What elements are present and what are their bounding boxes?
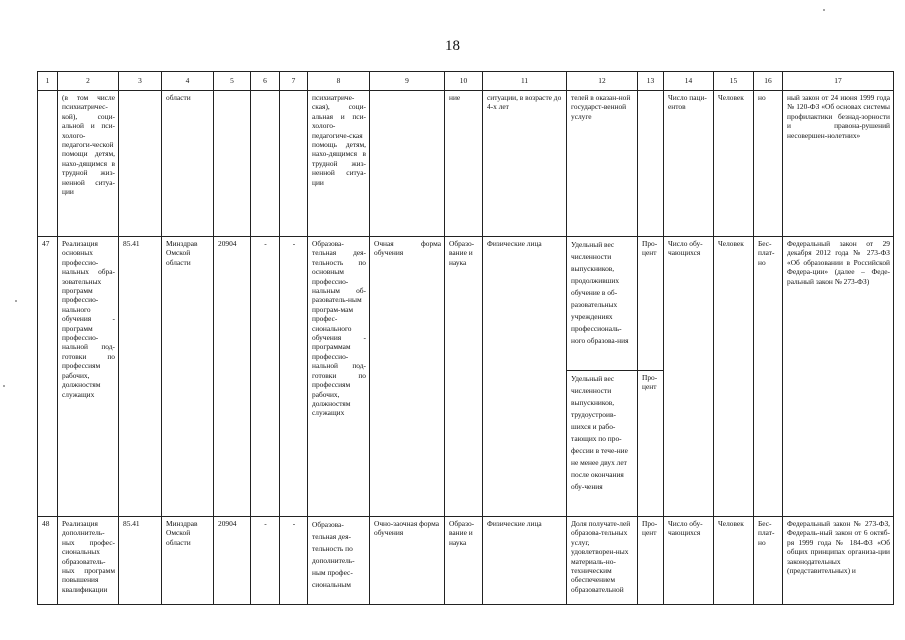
row48-content: Образова-тельная дея-тельность по дополнитель-ным профес-сиональным bbox=[308, 517, 370, 605]
row47-quality-unit-2: Про-цент bbox=[638, 371, 664, 517]
services-registry-table bbox=[37, 71, 894, 605]
cont-cell-3 bbox=[119, 91, 162, 237]
scan-speck bbox=[823, 9, 825, 11]
cont-recipients: ситуации, в возрасте до 4-х лет bbox=[483, 91, 567, 237]
cont-quality-indicator: телей в оказан-ной государст-венной услуге bbox=[567, 91, 638, 237]
table-row-47 bbox=[38, 237, 894, 371]
col-num-12: 12 bbox=[567, 72, 638, 91]
row48-col6: - bbox=[251, 517, 280, 605]
row47-okved: 85.41 bbox=[119, 237, 162, 517]
row48-legal-basis: Федеральный закон № 273-ФЗ, Федераль-ный закон от 6 октяб-ря 1999 года № 184-ФЗ «Об общих принципах организа-ции законодательных (представительных) и bbox=[783, 517, 894, 605]
scan-speck bbox=[3, 385, 5, 387]
row47-content: Образова-тельная дея-тельность по основным профессио-нальным об-разователь-ным програм-мам профес-сионального обучения - программам профессио-нальной под-готовки по профессиям рабочих, должностям служащих bbox=[308, 237, 370, 517]
col-num-11: 11 bbox=[483, 72, 567, 91]
cont-service-name: (в том числе психиатричес-кой), соци-альной и пси-холого-педагоги-ческой помощи детям, нахо-дящимся в трудной жиз-ненной ситуа-ции bbox=[58, 91, 119, 237]
row47-quality-indicator-2: Удельный вес численности выпускников, трудоустроив-шихся и рабо-тающих по про-фессии в тече-ние не менее двух лет после окончания обу-чения bbox=[567, 371, 638, 517]
cont-volume-unit: Человек bbox=[714, 91, 754, 237]
cont-cell-6 bbox=[251, 91, 280, 237]
col-num-10: 10 bbox=[445, 72, 483, 91]
col-num-2: 2 bbox=[58, 72, 119, 91]
cont-volume-indicator: Число паци-ентов bbox=[664, 91, 714, 237]
col-num-6: 6 bbox=[251, 72, 280, 91]
col-num-5: 5 bbox=[214, 72, 251, 91]
scan-speck bbox=[15, 300, 17, 302]
cont-payment: но bbox=[754, 91, 783, 237]
row48-quality-indicator: Доля получате-лей образова-тельных услуг, удовлетворен-ных материаль-но-техническим обеспечением образовательной bbox=[567, 517, 638, 605]
row47-code: 20904 bbox=[214, 237, 251, 517]
row48-number: 48 bbox=[38, 517, 58, 605]
row48-quality-unit: Про-цент bbox=[638, 517, 664, 605]
cont-authority: области bbox=[162, 91, 214, 237]
row48-okved: 85.41 bbox=[119, 517, 162, 605]
continuation-row bbox=[38, 91, 894, 237]
cont-cell-9 bbox=[370, 91, 445, 237]
table-row-48 bbox=[38, 517, 894, 605]
col-num-1: 1 bbox=[38, 72, 58, 91]
col-num-15: 15 bbox=[714, 72, 754, 91]
cont-cell-13 bbox=[638, 91, 664, 237]
cont-cell-1 bbox=[38, 91, 58, 237]
cont-cell-7 bbox=[280, 91, 308, 237]
cont-cell-5 bbox=[214, 91, 251, 237]
row47-number: 47 bbox=[38, 237, 58, 517]
row48-service-name: Реализация дополнитель-ных профес-сиональных образователь-ных программ повышения квалификации bbox=[58, 517, 119, 605]
col-num-16: 16 bbox=[754, 72, 783, 91]
row48-authority: Минздрав Омской области bbox=[162, 517, 214, 605]
row47-col7: - bbox=[280, 237, 308, 517]
row47-payment: Бес-плат-но bbox=[754, 237, 783, 517]
row47-recipients: Физические лица bbox=[483, 237, 567, 517]
col-num-14: 14 bbox=[664, 72, 714, 91]
col-num-4: 4 bbox=[162, 72, 214, 91]
row47-sphere: Образо-вание и наука bbox=[445, 237, 483, 517]
cont-content: психиатриче-ская), соци-альная и пси-холого-педагогиче-ская помощь детям, нахо-дящимся в трудной жиз-ненной ситуа-ции bbox=[308, 91, 370, 237]
row48-volume-unit: Человек bbox=[714, 517, 754, 605]
row47-authority: Минздрав Омской области bbox=[162, 237, 214, 517]
row47-volume-unit: Человек bbox=[714, 237, 754, 517]
row48-form: Очно-заочная форма обучения bbox=[370, 517, 445, 605]
col-num-13: 13 bbox=[638, 72, 664, 91]
col-num-8: 8 bbox=[308, 72, 370, 91]
col-num-7: 7 bbox=[280, 72, 308, 91]
cont-sphere: ние bbox=[445, 91, 483, 237]
row47-service-name: Реализация основных профессио-нальных обра-зовательных программ профессио-нального обучения - программ профессио-нальной под-готовки по профессиям рабочих, должностям служащих bbox=[58, 237, 119, 517]
page-number: 18 bbox=[445, 38, 460, 54]
row48-code: 20904 bbox=[214, 517, 251, 605]
col-num-3: 3 bbox=[119, 72, 162, 91]
row48-sphere: Образо-вание и наука bbox=[445, 517, 483, 605]
column-number-row bbox=[38, 72, 894, 91]
row48-col7: - bbox=[280, 517, 308, 605]
row47-form: Очная форма обучения bbox=[370, 237, 445, 517]
row48-recipients: Физические лица bbox=[483, 517, 567, 605]
row48-volume-indicator: Число обу-чающихся bbox=[664, 517, 714, 605]
row47-legal-basis: Федеральный закон от 29 декабря 2012 года № 273-ФЗ «Об образовании в Российской Федера-ции» (далее – Феде-ральный закон № 273-ФЗ) bbox=[783, 237, 894, 517]
row47-volume-indicator: Число обу-чающихся bbox=[664, 237, 714, 517]
row48-payment: Бес-плат-но bbox=[754, 517, 783, 605]
row47-quality-indicator-1: Удельный вес численности выпускников, продолживших обучение в об-разовательных учреждениях профессиональ-ного образова-ния bbox=[567, 237, 638, 371]
row47-quality-unit-1: Про-цент bbox=[638, 237, 664, 371]
row47-col6: - bbox=[251, 237, 280, 517]
col-num-17: 17 bbox=[783, 72, 894, 91]
col-num-9: 9 bbox=[370, 72, 445, 91]
cont-legal-basis: ный закон от 24 июня 1999 года № 120-ФЗ «Об основах системы профилактики безнад-зорности и правона-рушений несовершен-нолетних» bbox=[783, 91, 894, 237]
